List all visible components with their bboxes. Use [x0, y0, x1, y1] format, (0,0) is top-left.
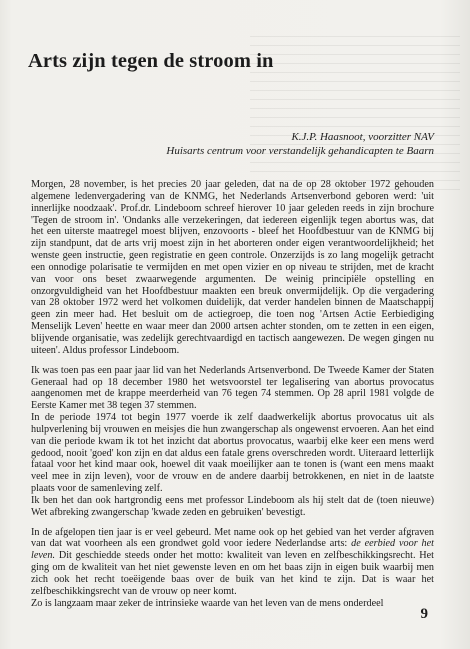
paragraph-5-continued: Dit geschiedde steeds onder het motto: kwaliteit van leven en zelfbeschikkingsrecht. Het ging om de kwaliteit van het niet gewenste leven en om het baas zijn in eigen buik waarbij men zich ook het recht toeëigende baas over de buik van het kind te zijn. Dat is waar het zelfbeschikkingsrecht van de vrouw op neer komt. — [31, 550, 435, 597]
author-byline — [34, 131, 434, 158]
paragraph-4: Ik ben het dan ook hartgrondig eens met professor Lindeboom als hij stelt dat de (toen nieuwe) Wet afbreking zwangerschap 'kwade zeden en gebruiken' bevestigt. — [31, 494, 434, 518]
paragraph-5 — [31, 527, 434, 598]
paragraph-5-text: In de afgelopen tien jaar is er veel gebeurd. Met name ook op het gebied van het verder afgraven van dat wat voorheen als een grondwet gold voor iedere Nederlandse arts: — [31, 526, 434, 550]
paragraph-3: In de periode 1974 tot begin 1977 voerde ik zelf daadwerkelijk abortus provocatus uit als hulpverlening bij vrouwen en meisjes die hun zwangerschap als ongewenst ervoeren. Aan het eind van die periode kwam ik tot het inzicht dat abortus provocatus, waarbij elke keer een mens werd gedood, nooit 'goed' kon zijn en dat aldus een fatale grens overschreden wordt. Uiteraard letterlijk fataal voor het kind maar ook, hoewel dit vaak moeilijker aan te tonen is (want een mens maakt veel mee in zijn leven), voor de vrouw en de andere daarbij betrokkenen, en niet in de laatste plaats voor de samenleving zelf. — [31, 412, 434, 495]
paragraph-6: Zo is langzaam maar zeker de intrinsieke waarde van het leven van de mens onderdeel — [31, 597, 384, 609]
paragraph-5-emphasis: de eerbied voor het leven. — [31, 538, 434, 562]
paragraph-2: Ik was toen pas een paar jaar lid van het Nederlands Artsenverbond. De Tweede Kamer der Staten Generaal had op 18 december 1980 het wetsvoorstel ter legalisering van abortus provocatus aangenomen met de krappe meerderheid van 76 tegen 74 stemmen. Op 28 april 1981 volgde de Eerste Kamer met 38 tegen 37 stemmen. — [31, 364, 434, 412]
article-body — [31, 179, 434, 610]
author-line: K.J.P. Haasnoot, voorzitter NAV — [291, 131, 434, 143]
paragraph-1: Morgen, 28 november, is het precies 20 jaar geleden, dat na de op 28 oktober 1972 gehouden algemene ledenvergadering van de KNMG, het Nederlands Artsenverbond geboren werd: 'uit innerlijke noodzaak'. Prof.dr. Lindeboom schreef hierover 10 jaar geleden reeds in zijn brochure 'Tegen de stroom in'. 'Ondanks alle verzekeringen, dat iedereen eigenlijk tegen abortus was, dat het een uiterste maatregel moest blijven, enzovoorts - bleef het Hoofdbestuur van de KNMG bij zijn standpunt, dat de arts vrij moest zijn in het aborteren onder eigen verantwoordelijkheid; het wenste geen instructie, geen registratie en geen controle. Onzerzijds is zo lang mogelijk getracht een onnodige polarisatie te vermijden en met open vizier en op niveau te strijden, met de kracht van voor ons beset zwaarwegende argumenten. De weinig principiële opstelling en onzorgvuldigheid van het Hoofdbestuur maakten een breuk onvermijdelijk. Op die vergadering van 28 oktober 1972 werd het volkomen duidelijk, dat verder handelen binnen de Maatschappij geen zin meer had. Het besluit om de actiegroep, die toen nog 'Artsen Actie Eerbiediging Menselijk Leven' heette en waar meer dan 2000 artsen achter stonden, om te zetten in een eigen, blijvende organisatie, was zedelijk gerechtvaardigd en tactisch aangewezen. De wegen gingen nu uiteen'. Aldus professor Lindeboom. — [31, 179, 434, 356]
page-number: 9 — [420, 606, 428, 622]
article-title: Arts zijn tegen de stroom in — [28, 50, 274, 72]
affiliation-line: Huisarts centrum voor verstandelijk gehandicapten te Baarn — [166, 144, 434, 157]
